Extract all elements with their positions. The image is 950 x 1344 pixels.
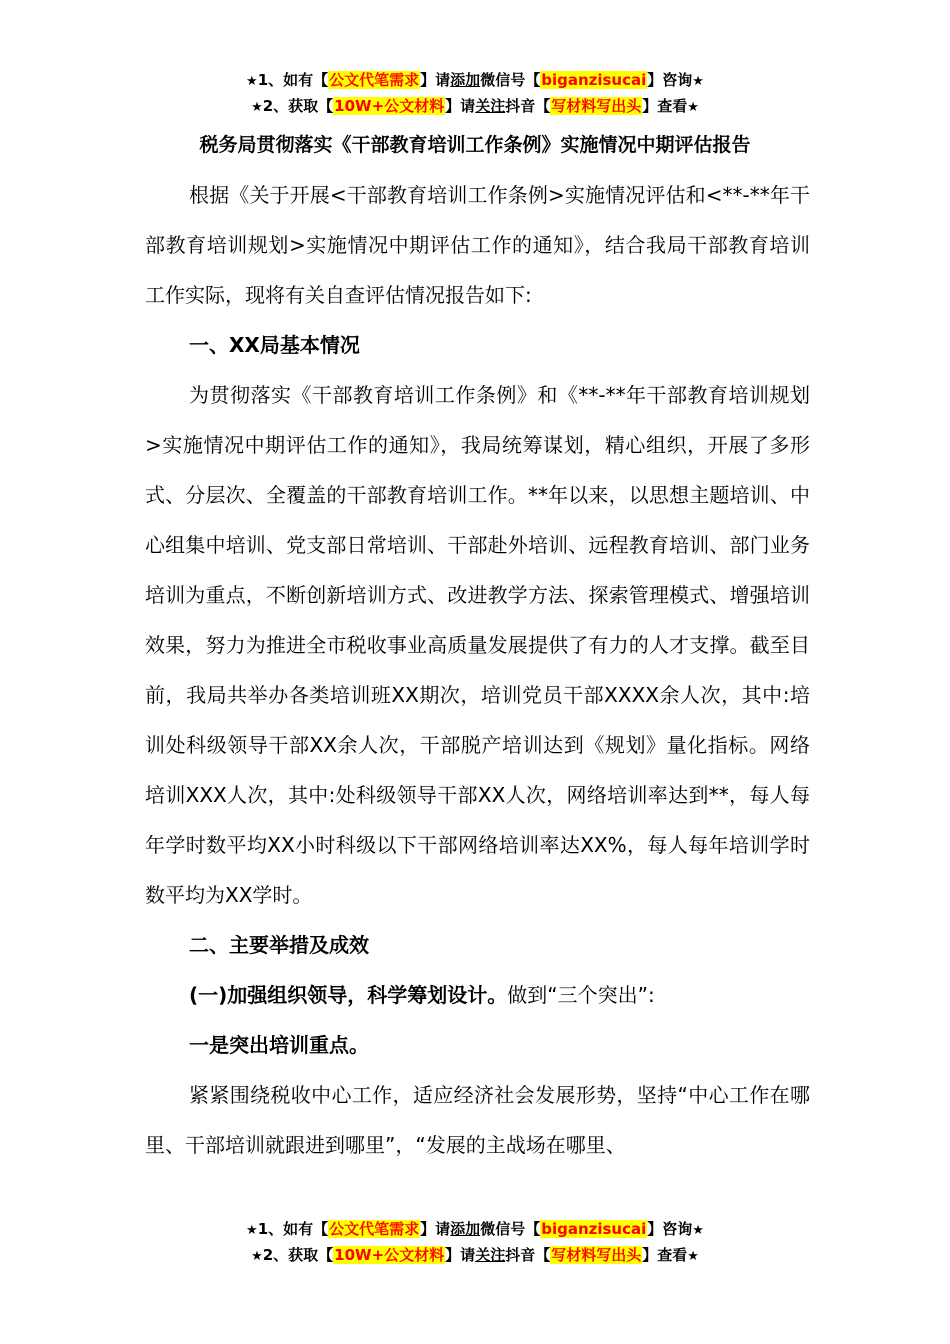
promo-highlight: 公文代笔需求 xyxy=(329,71,420,89)
promo-text: 2、获取【 xyxy=(262,1246,334,1264)
document-title: 税务局贯彻落实《干部教育培训工作条例》实施情况中期评估报告 xyxy=(199,134,751,156)
star-icon: ★ xyxy=(246,1223,258,1238)
promo-highlight: 公文代笔需求 xyxy=(329,1220,420,1238)
promo-text: 】请 xyxy=(420,71,451,89)
promo-text: 】查看 xyxy=(642,97,688,115)
promo-highlight: biganzisucai xyxy=(541,1220,647,1238)
promo-underline: 关注 xyxy=(475,1246,506,1264)
paragraph-training-focus: 紧紧围绕税收中心工作，适应经济社会发展形势，坚持“中心工作在哪里、干部培训就跟进到哪里”，“发展的主战场在哪里、 xyxy=(145,1083,810,1157)
star-icon: ★ xyxy=(246,74,258,89)
promo-highlight: 写材料写出头 xyxy=(551,97,642,115)
promo-text: 】请 xyxy=(445,97,476,115)
promo-line-2 xyxy=(0,1243,950,1269)
promo-text: 抖音【 xyxy=(505,1246,551,1264)
promo-line-1 xyxy=(0,1217,950,1243)
star-icon: ★ xyxy=(692,1223,704,1238)
subsection-1-text: 做到“三个突出”: xyxy=(507,983,655,1007)
promo-text: 1、如有【 xyxy=(257,1220,329,1238)
promo-highlight: 写材料写出头 xyxy=(551,1246,642,1264)
promo-text: 】咨询 xyxy=(647,71,693,89)
subsection-1 xyxy=(145,970,810,1020)
promo-text: 】查看 xyxy=(642,1246,688,1264)
star-icon: ★ xyxy=(687,1249,699,1264)
star-icon: ★ xyxy=(692,74,704,89)
promo-banner-top xyxy=(0,68,950,120)
promo-text: 】请 xyxy=(420,1220,451,1238)
promo-text: 2、获取【 xyxy=(262,97,334,115)
document-body xyxy=(145,170,810,1170)
point-heading-1: 一是突出培训重点。 xyxy=(189,1033,369,1057)
star-icon: ★ xyxy=(251,1249,263,1264)
promo-underline: 关注 xyxy=(475,97,506,115)
promo-underline: 添加 xyxy=(450,71,481,89)
promo-underline: 添加 xyxy=(450,1220,481,1238)
promo-text: 1、如有【 xyxy=(257,71,329,89)
promo-text: 】请 xyxy=(445,1246,476,1264)
promo-line-1 xyxy=(0,68,950,94)
promo-text: 微信号【 xyxy=(480,1220,541,1238)
promo-line-2 xyxy=(0,94,950,120)
subsection-1-bold: (一)加强组织领导，科学筹划设计。 xyxy=(189,983,508,1007)
promo-text: 微信号【 xyxy=(480,71,541,89)
promo-highlight: 10W+公文材料 xyxy=(334,97,445,115)
promo-text: 抖音【 xyxy=(505,97,551,115)
promo-highlight: biganzisucai xyxy=(541,71,647,89)
section-heading-2: 二、主要举措及成效 xyxy=(189,933,369,957)
promo-highlight: 10W+公文材料 xyxy=(334,1246,445,1264)
promo-banner-bottom xyxy=(0,1217,950,1269)
section-heading-1: 一、XX局基本情况 xyxy=(189,333,360,357)
paragraph-basic-situation: 为贯彻落实《干部教育培训工作条例》和《**-**年干部教育培训规划>实施情况中期评估工作的通知》，我局统筹谋划，精心组织，开展了多形式、分层次、全覆盖的干部教育培训工作。**年以来，以思想主题培训、中心组集中培训、党支部日常培训、干部赴外培训、远程教育培训、部门业务培训为重点，不断创新培训方式、改进教学方法、探索管理模式、增强培训效果，努力为推进全市税收事业高质量发展提供了有力的人才支撑。截至目前，我局共举办各类培训班XX期次，培训党员干部XXXX余人次，其中:培训处科级领导干部XX余人次，干部脱产培训达到《规划》量化指标。网络培训XXX人次，其中:处科级领导干部XX人次，网络培训率达到**，每人每年学时数平均XX小时科级以下干部网络培训率达XX%，每人每年培训学时数平均为XX学时。 xyxy=(145,383,810,907)
promo-text: 】咨询 xyxy=(647,1220,693,1238)
star-icon: ★ xyxy=(251,100,263,115)
star-icon: ★ xyxy=(687,100,699,115)
paragraph-intro: 根据《关于开展<干部教育培训工作条例>实施情况评估和<**-**年干部教育培训规划>实施情况中期评估工作的通知》，结合我局干部教育培训工作实际，现将有关自查评估情况报告如下: xyxy=(145,183,810,307)
